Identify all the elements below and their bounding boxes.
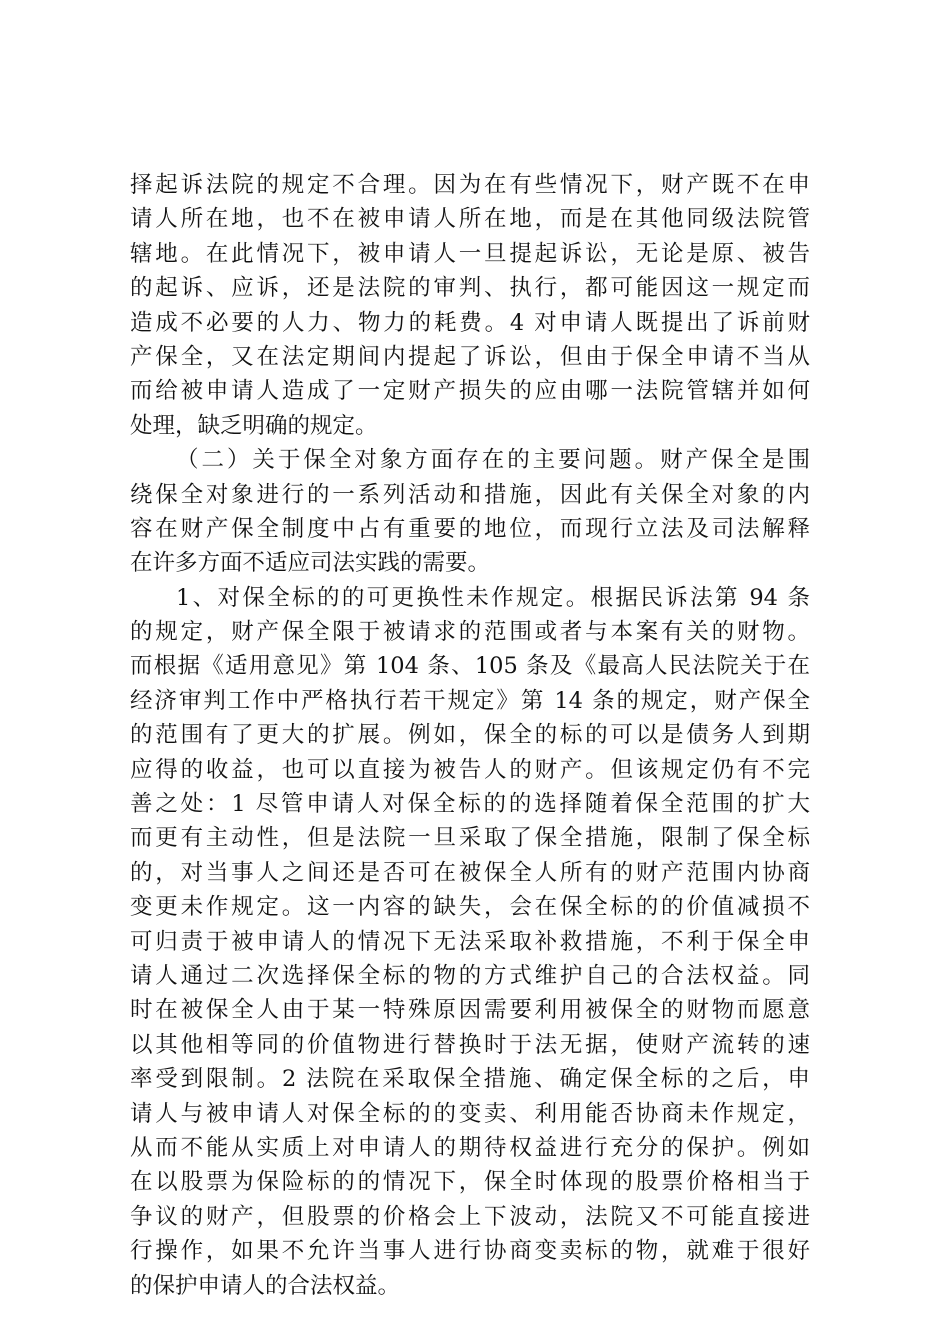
document-body — [130, 168, 810, 1303]
text-line: 择起诉法院的规定不合理。因为在有些情况下，财产既不在申 — [130, 172, 810, 198]
text-line: 在以股票为保险标的的情况下，保全时体现的股票价格相当于 — [130, 1169, 810, 1196]
text-line: 而根据《适用意见》第 104 条、105 条及《最高人民法院关于在 — [130, 653, 810, 680]
text-line: 处理，缺乏明确的规定。 — [130, 412, 378, 439]
text-line: 产保全，又在法定期间内提起了诉讼，但由于保全申请不当从 — [130, 343, 810, 370]
text-line: 可归责于被申请人的情况下无法采取补救措施，不利于保全申 — [130, 928, 810, 955]
paragraph-heading-line: 1、对保全标的的可更换性未作规定。根据民诉法第 94 条 — [176, 584, 810, 611]
text-line: 造成不必要的人力、物力的耗费。4 对申请人既提出了诉前财 — [130, 309, 810, 336]
text-line: 辖地。在此情况下，被申请人一旦提起诉讼，无论是原、被告 — [130, 240, 810, 267]
text-line: 的，对当事人之间还是否可在被保全人所有的财产范围内协商 — [130, 859, 810, 886]
text-line: 的规定，财产保全限于被请求的范围或者与本案有关的财物。 — [130, 619, 810, 646]
text-line: 率受到限制。2 法院在采取保全措施、确定保全标的之后，申 — [130, 1066, 810, 1093]
text-line: 在许多方面不适应司法实践的需要。 — [130, 550, 491, 577]
text-line: 善之处：1 尽管申请人对保全标的的选择随着保全范围的扩大 — [130, 791, 810, 818]
text-line: 容在财产保全制度中占有重要的地位，而现行立法及司法解释 — [130, 515, 810, 542]
text-line: 时在被保全人由于某一特殊原因需要利用被保全的财物而愿意 — [130, 997, 810, 1024]
text-line: 行操作，如果不允许当事人进行协商变卖标的物，就难于很好 — [130, 1238, 810, 1265]
text-line: 的保护申请人的合法权益。 — [130, 1272, 401, 1299]
text-line: 从而不能从实质上对申请人的期待权益进行充分的保护。例如 — [130, 1134, 810, 1161]
text-line: 经济审判工作中严格执行若干规定》第 14 条的规定，财产保全 — [130, 687, 810, 714]
text-line: 请人与被申请人对保全标的的变卖、利用能否协商未作规定， — [130, 1100, 810, 1127]
text-line: 争议的财产，但股票的价格会上下波动，法院又不可能直接进 — [130, 1203, 810, 1230]
text-line: 的起诉、应诉，还是法院的审判、执行，都可能因这一规定而 — [130, 275, 810, 302]
text-line: 请人通过二次选择保全标的物的方式维护自己的合法权益。同 — [130, 962, 810, 989]
text-line: 绕保全对象进行的一系列活动和措施，因此有关保全对象的内 — [130, 481, 810, 508]
text-line: 变更未作规定。这一内容的缺失，会在保全标的的价值减损不 — [130, 894, 810, 921]
text-line: 以其他相等同的价值物进行替换时于法无据，使财产流转的速 — [130, 1031, 810, 1058]
text-line: 应得的收益，也可以直接为被告人的财产。但该规定仍有不完 — [130, 756, 810, 783]
text-line: 的范围有了更大的扩展。例如，保全的标的可以是债务人到期 — [130, 722, 810, 749]
text-line: 请人所在地，也不在被申请人所在地，而是在其他同级法院管 — [130, 206, 810, 233]
paragraph-heading-line: （二）关于保全对象方面存在的主要问题。财产保全是围 — [176, 447, 810, 474]
text-line: 而更有主动性，但是法院一旦采取了保全措施，限制了保全标 — [130, 825, 810, 852]
text-line: 而给被申请人造成了一定财产损失的应由哪一法院管辖并如何 — [130, 378, 810, 405]
